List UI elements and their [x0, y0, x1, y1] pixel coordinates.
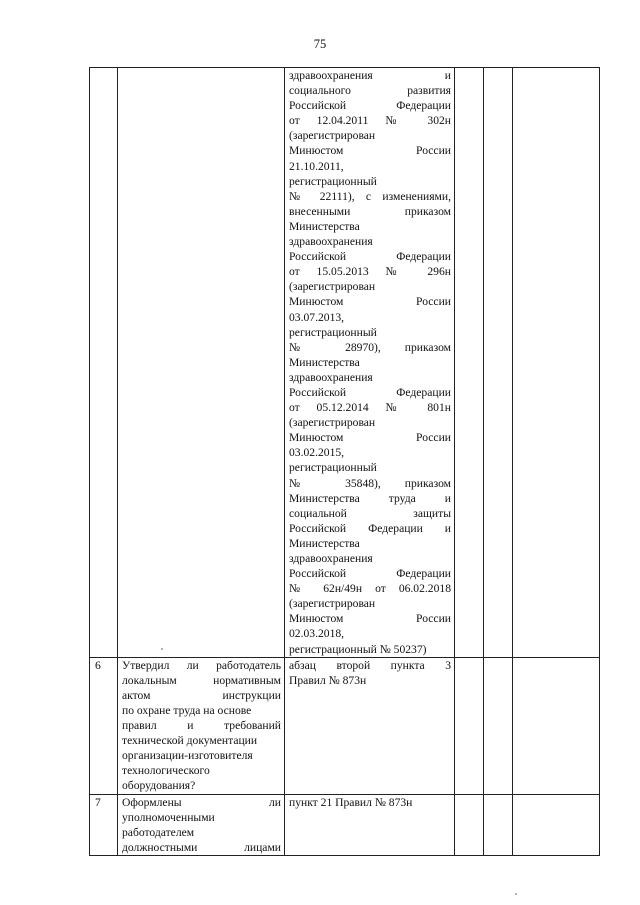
answer-no-cell — [484, 794, 513, 855]
text-line: по охране труда на основе — [122, 703, 252, 717]
text-line: № 28970), приказом — [289, 340, 451, 354]
table-row — [90, 68, 600, 658]
text-line: Российской Федерации — [289, 99, 451, 113]
text-line: от 12.04.2011 № 302н — [289, 114, 451, 128]
question-cell — [118, 657, 285, 794]
text-line: Минюстом России — [289, 431, 451, 445]
text-line: № 22111), с изменениями, — [289, 189, 451, 203]
reference-cell — [285, 794, 455, 855]
table-row — [90, 657, 600, 794]
answer-yes-cell — [455, 68, 484, 658]
text-line: должностными лицами — [122, 840, 281, 854]
text-line: абзац второй пункта 3 — [289, 658, 451, 672]
row-number: 7 — [90, 794, 118, 855]
text-line: (зарегистрирован — [289, 597, 376, 611]
answer-no-cell — [484, 657, 513, 794]
text-line: Министерства — [289, 355, 360, 369]
text-line: (зарегистрирован — [289, 280, 376, 294]
text-line: регистрационный — [289, 461, 377, 475]
text-line: 02.03.2018, — [289, 627, 345, 641]
table-row — [90, 794, 600, 855]
text-line: здравоохранения — [289, 235, 373, 249]
text-line: 03.02.2015, — [289, 446, 345, 460]
text-line: здравоохранения — [289, 370, 373, 384]
text-line: регистрационный — [289, 325, 377, 339]
text-line: (зарегистрирован — [289, 129, 376, 143]
text-line: уполномоченными — [122, 810, 215, 824]
text-line: внесенными приказом — [289, 204, 451, 218]
reference-cell — [285, 68, 455, 658]
text-line: социальной защиты — [289, 506, 451, 520]
question-cell — [118, 794, 285, 855]
text-line: Министерства труда и — [289, 491, 451, 505]
text-line: работодателем — [122, 825, 195, 839]
text-line: оборудования? — [122, 779, 196, 793]
note-cell — [513, 794, 600, 855]
text-line: Правил № 873н — [289, 673, 367, 687]
text-line: Министерства — [289, 536, 360, 550]
text-line: Российской Федерации — [289, 567, 451, 581]
answer-yes-cell — [455, 794, 484, 855]
text-line: Оформлены ли — [122, 795, 281, 809]
row-number: 6 — [90, 657, 118, 794]
scan-speck — [161, 648, 163, 650]
text-line: технической документации — [122, 734, 258, 748]
reference-cell — [285, 657, 455, 794]
text-line: социального развития — [289, 84, 451, 98]
text-line: № 62н/49н от 06.02.2018 — [289, 582, 451, 596]
text-line: актом инструкции — [122, 688, 281, 702]
text-line: здравоохранения и — [289, 69, 451, 82]
checklist-table — [89, 67, 600, 856]
text-line: Российской Федерации и — [289, 521, 451, 535]
text-line: от 05.12.2014 № 801н — [289, 401, 451, 415]
answer-yes-cell — [455, 657, 484, 794]
text-line: Российской Федерации — [289, 250, 451, 264]
text-line: от 15.05.2013 № 296н — [289, 265, 451, 279]
text-line: Минюстом России — [289, 144, 451, 158]
answer-no-cell — [484, 68, 513, 658]
text-line: Минюстом России — [289, 295, 451, 309]
text-line: правил и требований — [122, 719, 281, 733]
row-number — [90, 68, 118, 658]
note-cell — [513, 68, 600, 658]
scan-speck — [515, 893, 517, 895]
text-line: Утвердил ли работодатель — [122, 658, 281, 672]
text-line: организации-изготовителя — [122, 749, 253, 763]
text-line: 03.07.2013, — [289, 310, 345, 324]
text-line: № 35848), приказом — [289, 476, 451, 490]
text-line: здравоохранения — [289, 552, 373, 565]
note-cell — [513, 657, 600, 794]
text-line: технологического — [122, 764, 210, 778]
text-line: регистрационный — [289, 174, 377, 188]
page-number: 75 — [313, 37, 327, 51]
text-line: Министерства — [289, 219, 360, 233]
text-line: Минюстом России — [289, 612, 451, 626]
question-cell — [118, 68, 285, 658]
text-line: пункт 21 Правил № 873н — [289, 795, 413, 809]
text-line: (зарегистрирован — [289, 416, 376, 430]
text-line: Российской Федерации — [289, 385, 451, 399]
text-line: 21.10.2011, — [289, 159, 344, 173]
text-line: регистрационный № 50237) — [289, 642, 427, 656]
text-line: локальным нормативным — [122, 673, 281, 687]
